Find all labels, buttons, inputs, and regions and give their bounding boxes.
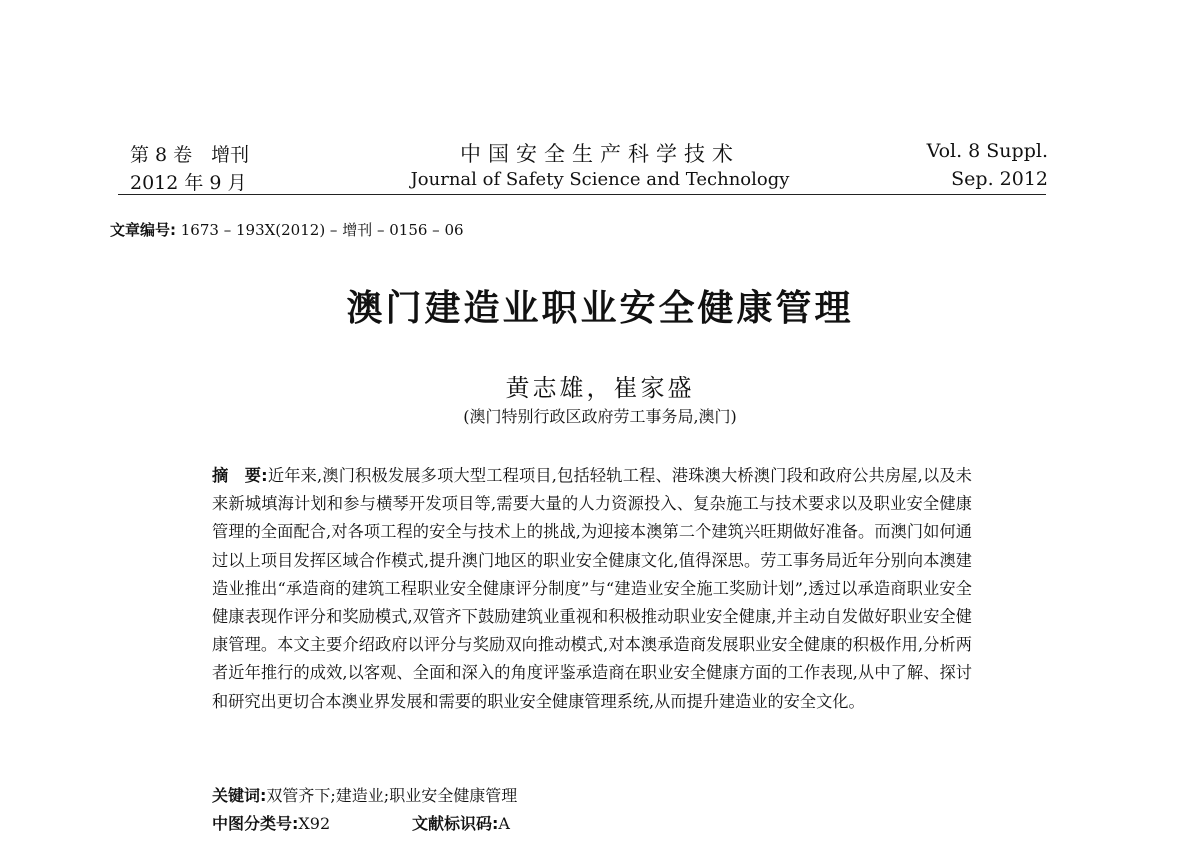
- affiliation: (澳门特别行政区政府劳工事务局,澳门): [463, 407, 737, 426]
- header-journal-cn: 中国安全生产科学技术: [460, 142, 740, 166]
- document-code-value: A: [498, 814, 510, 833]
- authors: 黄志雄，崔家盛: [505, 374, 695, 402]
- abstract-label: 摘 要:: [212, 466, 268, 485]
- header-volume-en: Vol. 8 Suppl.: [926, 140, 1048, 162]
- keywords-label: 关键词:: [212, 786, 267, 805]
- keywords-value: 双管齐下;建造业;职业安全健康管理: [266, 786, 518, 805]
- classification-label: 中图分类号:: [212, 814, 299, 833]
- document-code-label: 文献标识码:: [412, 814, 499, 833]
- document-code: [412, 811, 510, 834]
- article-number-value: 1673 – 193X(2012) – 增刊 – 0156 – 06: [176, 221, 464, 239]
- article-number: [110, 219, 464, 240]
- header-journal-en: Journal of Safety Science and Technology: [410, 169, 790, 190]
- header-rule: [118, 194, 1046, 195]
- classification-value: X92: [298, 814, 331, 833]
- paper-title: 澳门建造业职业安全健康管理: [346, 288, 854, 329]
- article-number-label: 文章编号:: [110, 221, 176, 239]
- abstract-text: 近年来,澳门积极发展多项大型工程项目,包括轻轨工程、港珠澳大桥澳门段和政府公共房屋,以及未来新城填海计划和参与横琴开发项目等,需要大量的人力资源投入、复杂施工与技术要求以及职业安全健康管理的全面配合,对各项工程的安全与技术上的挑战,为迎接本澳第二个建筑兴旺期做好准备。而澳门如何通过以上项目发挥区域合作模式,提升澳门地区的职业安全健康文化,值得深思。劳工事务局近年分别向本澳建造业推出“承造商的建筑工程职业安全健康评分制度”与“建造业安全施工奖励计划”,透过以承造商职业安全健康表现作评分和奖励模式,双管齐下鼓励建筑业重视和积极推动职业安全健康,并主动自发做好职业安全健康管理。本文主要介绍政府以评分与奖励双向推动模式,对本澳承造商发展职业安全健康的积极作用,分析两者近年推行的成效,以客观、全面和深入的角度评鉴承造商在职业安全健康方面的工作表现,从中了解、探讨和研究出更切合本澳业界发展和需要的职业安全健康管理系统,从而提升建造业的安全文化。: [212, 466, 972, 711]
- classification: [212, 811, 330, 834]
- header-volume: 第 8 卷 增刊: [130, 144, 250, 166]
- abstract: [212, 462, 972, 716]
- header-date-en: Sep. 2012: [951, 168, 1048, 190]
- keywords: [212, 783, 517, 806]
- header-date-cn: 2012 年 9 月: [130, 172, 247, 194]
